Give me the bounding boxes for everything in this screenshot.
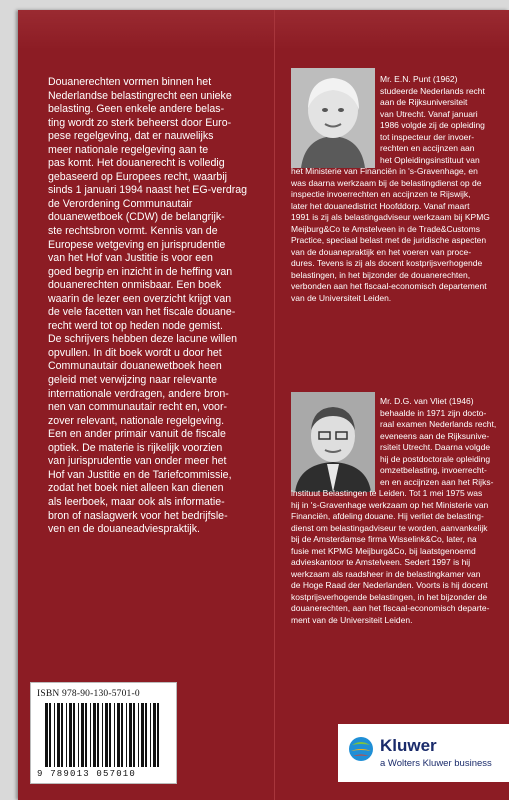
summary-line: belasting. Geen enkele andere belas- bbox=[48, 103, 225, 116]
barcode-bar bbox=[66, 703, 67, 767]
barcode-bar bbox=[61, 703, 63, 767]
barcode-icon bbox=[43, 703, 165, 767]
kluwer-globe-icon bbox=[348, 736, 374, 762]
summary-line: de vele facetten van het fiscale douane- bbox=[48, 306, 236, 319]
barcode-bar bbox=[57, 703, 60, 767]
summary-line: Nederlandse belastingrecht een unieke bbox=[48, 89, 232, 102]
author2-bio-head: Mr. D.G. van Vliet (1946) behaalde in 1971 zijn docto- raal examen Nederlands recht, eveneens aan de Rijksunive- rsiteit Utrecht. Daarna volgde hij de postdoctorale opleiding omzetbelasting, invoerrecht- en en accijnzen aan het Rijks- bbox=[380, 396, 497, 487]
summary-line: goed begrip en inzicht in de heffing van bbox=[48, 265, 233, 278]
summary-line: Europese wetgeving en jurisprudentie bbox=[48, 238, 226, 251]
summary-line: zodat het boek niet alleen kan dienen bbox=[48, 482, 224, 495]
summary-line: de Verordening Communautair bbox=[48, 197, 193, 210]
summary-line: waarin de lezer een overzicht krijgt van bbox=[48, 292, 232, 305]
author2-bio-body: instituut Belastingen te Leiden. Tot 1 mei 1975 was hij in 's-Gravenhage werkzaam op het Ministerie van Financiën, afdeling douane. Hij verliet de belasting- dienst om belastingadviseur te worden, aanvankelijk bij de Amsterdamse firma Wisselink&Co, later, na fusie met KPMG Meijburg&Co, bij laatstgenoemd advieskantoor te Amstelveen. Sedert 1997 is hij werkzaam als raadsheer in de belastingkamer van de Hoge Raad der Nederlanden. Voorts is hij docent kostprijsverhogende belastingen, in het bijzonder de douanerechten, aan het fiscaal-economisch departe- ment van de Universiteit Leiden. bbox=[291, 488, 490, 626]
barcode-digits: 9 789013 057010 bbox=[37, 769, 137, 779]
summary-line: ste rechtsbron vormt. Kennis van de bbox=[48, 225, 218, 238]
author-photo-punt bbox=[291, 68, 375, 168]
summary-line: nen van communautair recht en, voor- bbox=[48, 401, 228, 414]
summary-line: De schrijvers hebben deze lacune willen bbox=[48, 333, 238, 346]
barcode-bar bbox=[49, 703, 51, 767]
barcode-bar bbox=[85, 703, 87, 767]
summary-line: Hof van Justitie en de Tariefcommissie, bbox=[48, 468, 232, 481]
barcode-bar bbox=[150, 703, 151, 767]
summary-line: gebaseerd op Europees recht, waarbij bbox=[48, 170, 228, 183]
summary-line: sinds 1 januari 1994 naast het EG-verdrag bbox=[48, 184, 248, 197]
summary-line: Douanerechten vormen binnen het bbox=[48, 76, 212, 88]
barcode-bar bbox=[73, 703, 75, 767]
barcode-bar bbox=[81, 703, 84, 767]
barcode-bar bbox=[145, 703, 147, 767]
barcode-bar bbox=[129, 703, 132, 767]
barcode-bar bbox=[69, 703, 72, 767]
summary-line: recht werd tot op heden node gemist. bbox=[48, 319, 223, 332]
barcode-bar bbox=[109, 703, 111, 767]
publisher-logo-box bbox=[338, 724, 509, 782]
book-summary bbox=[48, 76, 266, 537]
barcode-bar bbox=[126, 703, 127, 767]
summary-line: pese regelgeving, dat er nauwelijks bbox=[48, 130, 214, 143]
barcode-bar bbox=[105, 703, 108, 767]
barcode-bar bbox=[102, 703, 103, 767]
summary-line: douanewetboek (CDW) de belangrijk- bbox=[48, 211, 225, 224]
barcode-bar bbox=[90, 703, 91, 767]
barcode-bar bbox=[141, 703, 144, 767]
barcode-label bbox=[30, 682, 177, 784]
publisher-tagline: a Wolters Kluwer business bbox=[380, 758, 492, 769]
barcode-bar bbox=[78, 703, 79, 767]
author1-bio-head: Mr. E.N. Punt (1962) studeerde Nederlands recht aan de Rijksuniversiteit van Utrecht. Vanaf januari 1986 volgde zij de opleiding tot inspecteur der invoer- rechten en accijnzen aan het Opleidingsinstituut van bbox=[380, 74, 485, 165]
author-bios bbox=[274, 10, 509, 800]
barcode-bar bbox=[54, 703, 55, 767]
barcode-bar bbox=[157, 703, 159, 767]
isbn-text: ISBN 978-90-130-5701-0 bbox=[37, 689, 140, 699]
summary-line: ven en de douaneadviespraktijk. bbox=[48, 523, 200, 536]
summary-line: meer nationale regelgeving aan te bbox=[48, 143, 209, 156]
summary-line: bron of naslagwerk voor het bedrijfsle- bbox=[48, 509, 228, 522]
summary-line: van jurisprudentie van onder meer het bbox=[48, 455, 227, 468]
summary-line: internationale verdragen, andere bron- bbox=[48, 387, 229, 400]
barcode-bar bbox=[117, 703, 120, 767]
summary-line: optiek. De materie is rijkelijk voorzien bbox=[48, 441, 223, 454]
summary-line: geleid met verwijzing naar relevante bbox=[48, 374, 217, 387]
summary-line: ting wordt zo sterk beheerst door Euro- bbox=[48, 116, 232, 129]
barcode-bar bbox=[97, 703, 99, 767]
barcode-bar bbox=[45, 703, 48, 767]
barcode-bar bbox=[93, 703, 96, 767]
summary-line: zover relevant, nationale regelgeving. bbox=[48, 414, 225, 427]
barcode-bar bbox=[133, 703, 135, 767]
summary-line: douanerechten onmisbaar. Een boek bbox=[48, 279, 222, 292]
book-back-cover bbox=[18, 10, 509, 800]
barcode-bar bbox=[114, 703, 115, 767]
summary-line: pas komt. Het douanerecht is volledig bbox=[48, 157, 225, 170]
summary-line: Een en ander primair vanuit de fiscale bbox=[48, 428, 226, 441]
barcode-bar bbox=[153, 703, 156, 767]
barcode-bar bbox=[121, 703, 123, 767]
summary-line: opvullen. In dit boek wordt u door het bbox=[48, 346, 222, 359]
summary-line: Communautair douanewetboek heen bbox=[48, 360, 222, 373]
summary-line: van het Hof van Justitie is voor een bbox=[48, 252, 213, 265]
author1-bio-body: het Ministerie van Financiën in 's-Gravenhage, en was daarna werkzaam bij de belastingdienst op de inspectie invoerrechten en accijnzen te Rijswijk, later het douanedistrict Hoofddorp. Vanaf maart 1991 is zij als belastingadviseur werkzaam bij KPMG Meijburg&Co te Amstelveen in de Trade&Customs Practice, speciaal belast met de juridische aspecten van de douanepraktijk en het voeren van proce- dures. Tevens is zij als docent kostprijsverhogende belastingen, in het bijzonder de douanerechten, verbonden aan het fiscaal-economisch departement van de Universiteit Leiden. bbox=[291, 166, 490, 304]
summary-line: als leerboek, maar ook als informatie- bbox=[48, 495, 225, 508]
author-photo-van-vliet bbox=[291, 392, 375, 492]
barcode-bar bbox=[138, 703, 139, 767]
publisher-name: Kluwer bbox=[380, 736, 437, 755]
